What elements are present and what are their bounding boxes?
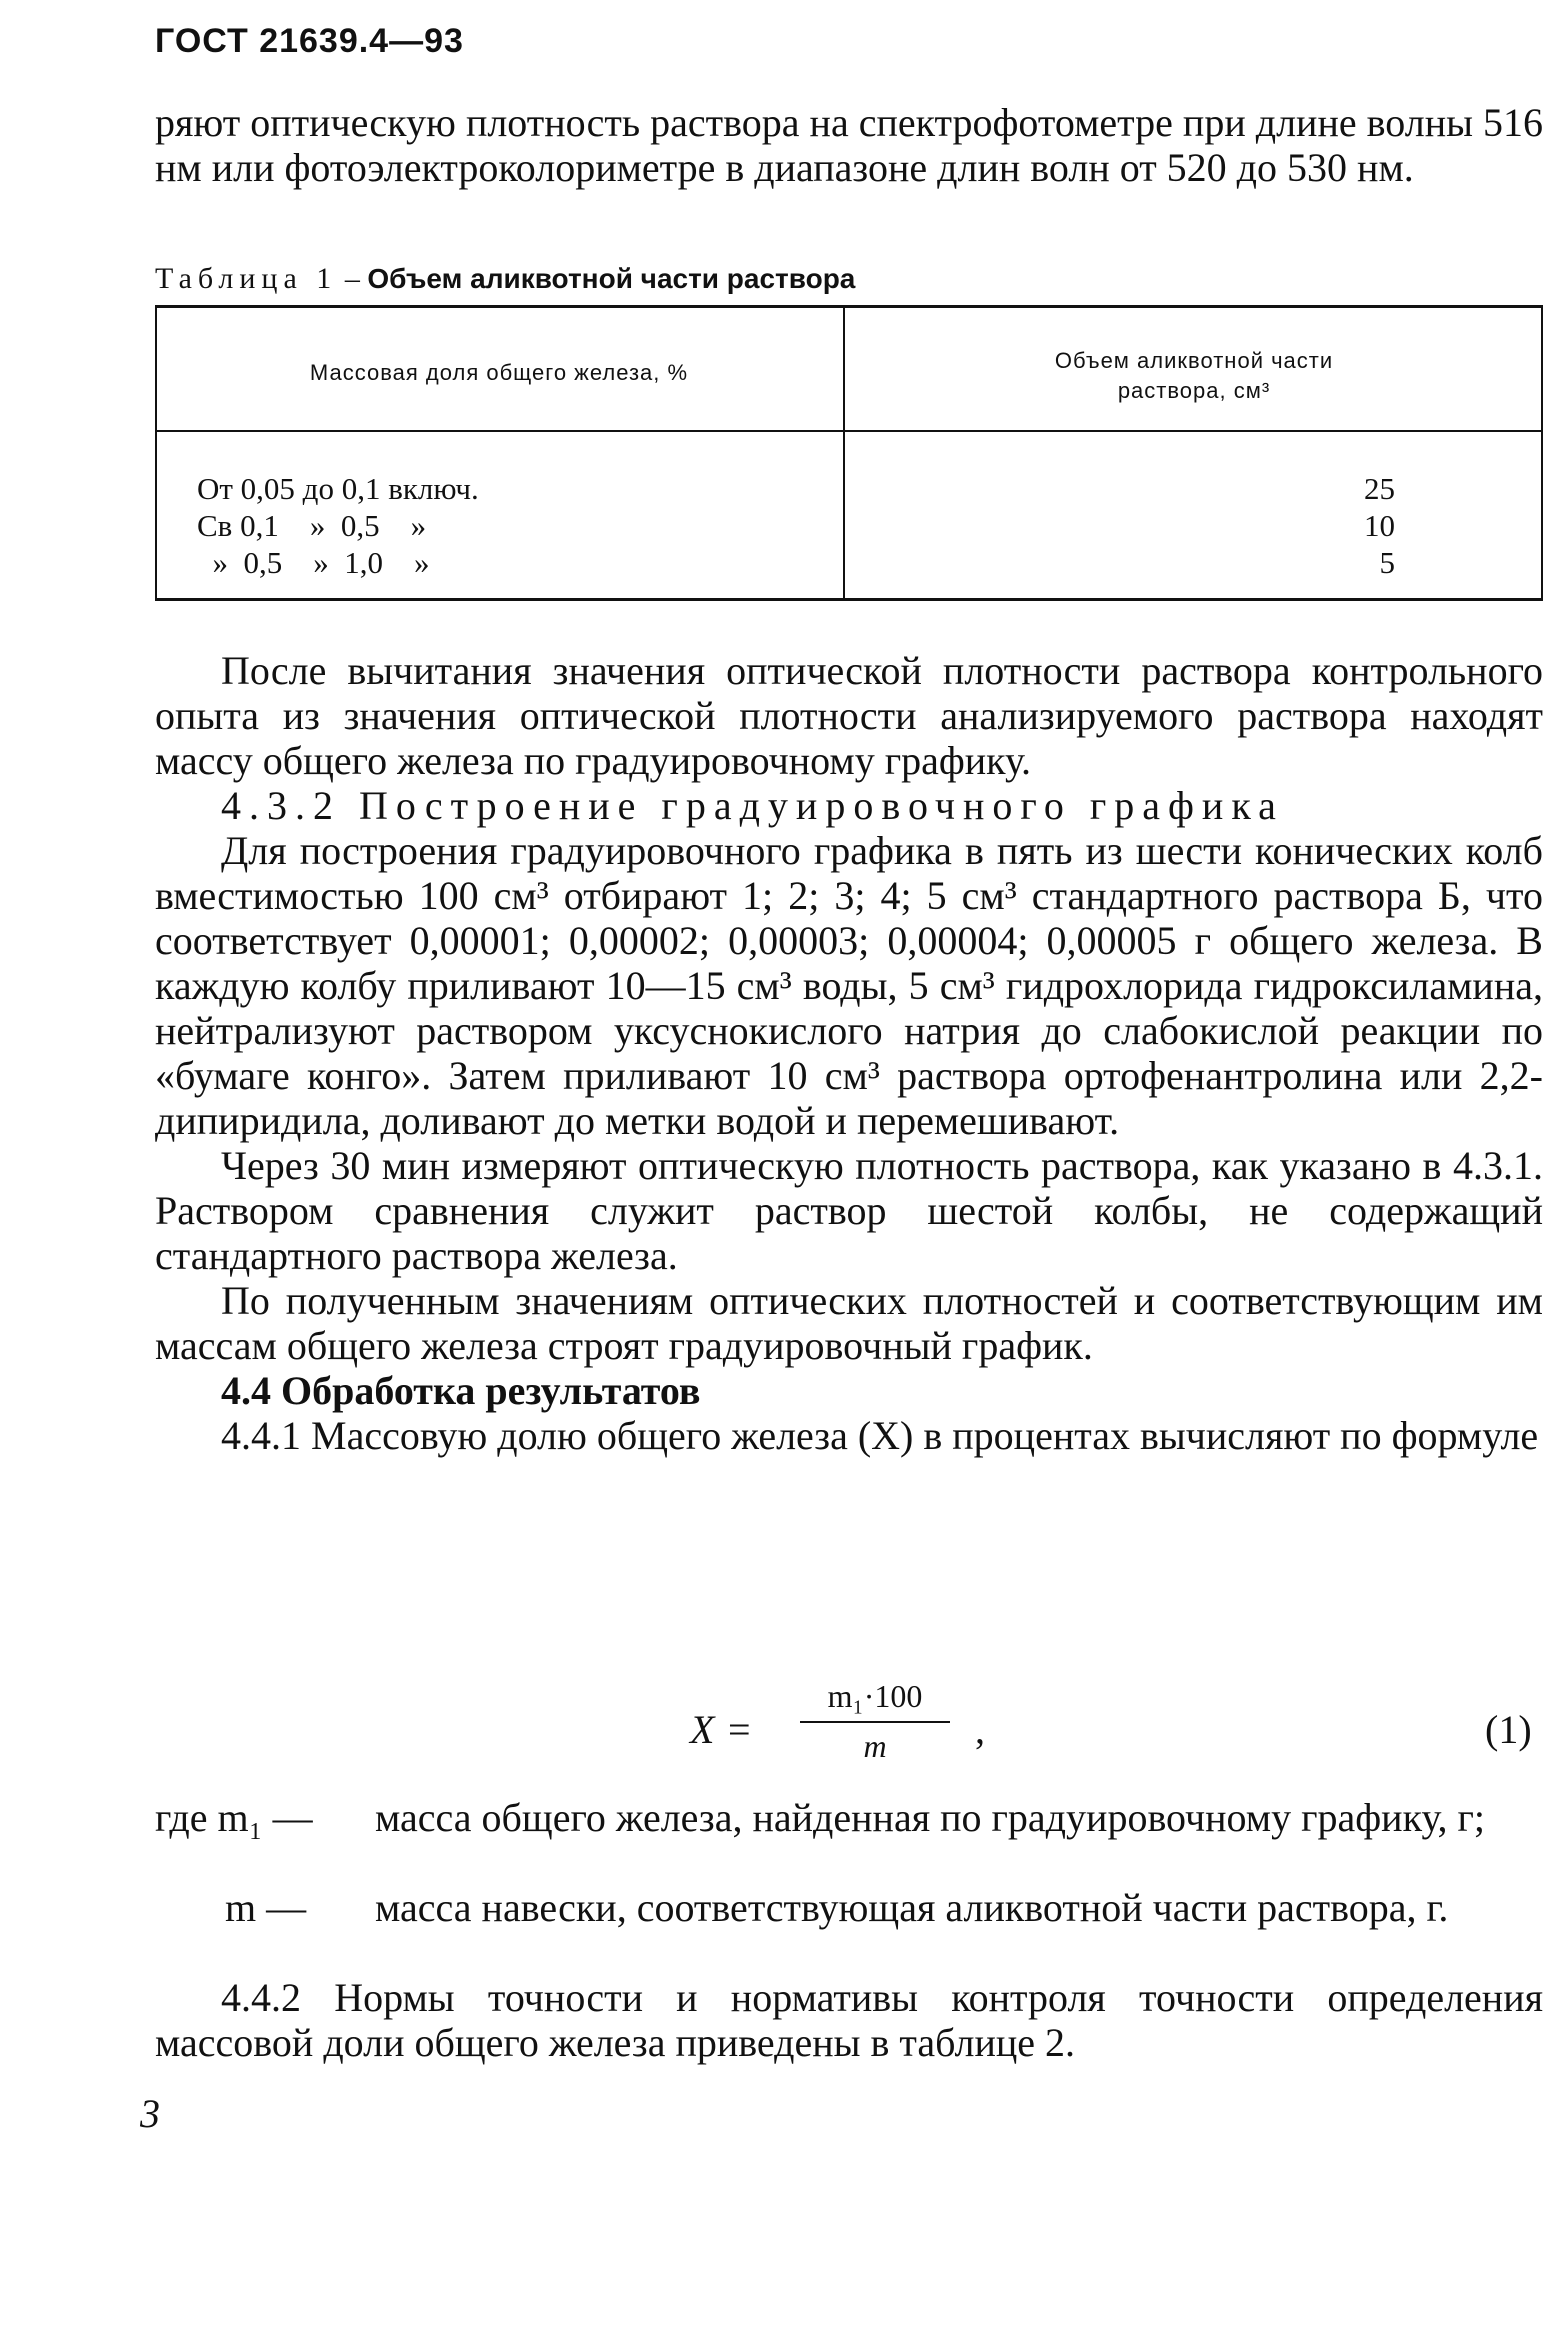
definition-text: масса навески, соответствующая аликвотной части раствора, г. [375, 1885, 1449, 1930]
para-30min: Через 30 мин измеряют оптическую плотность раствора, как указано в 4.3.1. Раствором сравнения служит раствор шестой колбы, не содержащий стандартного раствора железа. [155, 1143, 1543, 1278]
table1-caption [155, 262, 855, 296]
table1-border-left [155, 308, 157, 598]
table1-col2-header [845, 346, 1543, 406]
para-after-table: После вычитания значения оптической плотности раствора контрольного опыта из значения оптической плотности анализируемого раствора находят массу общего железа по градуировочному графику. [155, 648, 1543, 783]
table1 [155, 305, 1543, 601]
formula-comma: , [975, 1707, 985, 1752]
document-header: ГОСТ 21639.4—93 [155, 22, 464, 60]
formula-numerator: m₁·100 [827, 1678, 923, 1714]
definition-item [155, 1795, 1543, 1885]
definition-text: масса общего железа, найденная по градуировочному графику, г; [375, 1795, 1485, 1840]
formula-lhs: X [690, 1707, 715, 1752]
table1-row-range: От 0,05 до 0,1 включ. [197, 471, 479, 506]
formula-fraction-bar [800, 1721, 950, 1723]
definition-symbol: где m₁ — [155, 1795, 313, 1840]
para-442: 4.4.2 Нормы точности и нормативы контроля точности определения массовой доли общего железа приведены в таблице 2. [155, 1975, 1543, 2065]
table1-header-divider [155, 430, 1543, 432]
intro-paragraph-block [155, 100, 1543, 190]
para-442-block [155, 1975, 1543, 2065]
table1-row-value: 10 [1364, 508, 1395, 543]
intro-paragraph: ряют оптическую плотность раствора на спектрофотометре при длине волны 516 нм или фотоэлектроколориметре в диапазоне длин волн от 520 до 530 нм. [155, 100, 1543, 190]
section-44-title: 4.4 Обработка результатов [221, 1368, 701, 1413]
para-graph: По полученным значениям оптических плотностей и соответствующим им массам общего железа строят градуировочный график. [155, 1278, 1543, 1368]
formula-definitions [155, 1795, 1543, 1975]
table1-row-value: 25 [1364, 471, 1395, 506]
formula-equals: = [728, 1707, 751, 1752]
table1-caption-title: Объем аликвотной части раствора [367, 263, 856, 294]
main-text-block [155, 648, 1543, 1458]
table1-row-value: 5 [1379, 545, 1395, 580]
table1-row-range: Св 0,1 » 0,5 » [197, 508, 427, 543]
section-432-title: 4.3.2 Построение градуировочного графика [221, 783, 1284, 828]
table1-col2-header-line1: Объем аликвотной части [1054, 348, 1334, 373]
definition-symbol: m — [155, 1885, 307, 1930]
para-441: 4.4.1 Массовую долю общего железа (X) в процентах вычисляют по формуле [221, 1413, 1539, 1458]
para-432: Для построения градуировочного графика в пять из шести конических колб вместимостью 100 см³ отбирают 1; 2; 3; 4; 5 см³ стандартного раствора Б, что соответствует 0,00001; 0,00002; 0,00003; 0,00004; 0,00005 г общего железа. В каждую колбу приливают 10—15 см³ воды, 5 см³ гидрохлорида гидроксиламина, нейтрализуют раствором уксуснокислого натрия до слабокислой реакции по «бумаге конго». Затем приливают 10 см³ раствора ортофенантролина или 2,2-дипиридила, доливают до метки водой и перемешивают. [155, 828, 1543, 1143]
table1-caption-dash: – [337, 262, 368, 295]
table1-col2-header-line2: раствора, см³ [1117, 378, 1271, 403]
table1-value-column [1285, 470, 1395, 581]
table1-range-column [197, 470, 479, 581]
formula-denominator: m [863, 1728, 887, 1764]
definition-item [155, 1885, 1543, 1975]
formula-number: (1) [1485, 1707, 1532, 1752]
table1-caption-label: Таблица 1 [155, 262, 338, 295]
table1-col1-header: Массовая доля общего железа, % [309, 360, 689, 385]
table1-row-range: » 0,5 » 1,0 » [197, 545, 430, 580]
formula-1 [0, 1678, 1567, 1768]
page-number: 3 [140, 2091, 160, 2136]
